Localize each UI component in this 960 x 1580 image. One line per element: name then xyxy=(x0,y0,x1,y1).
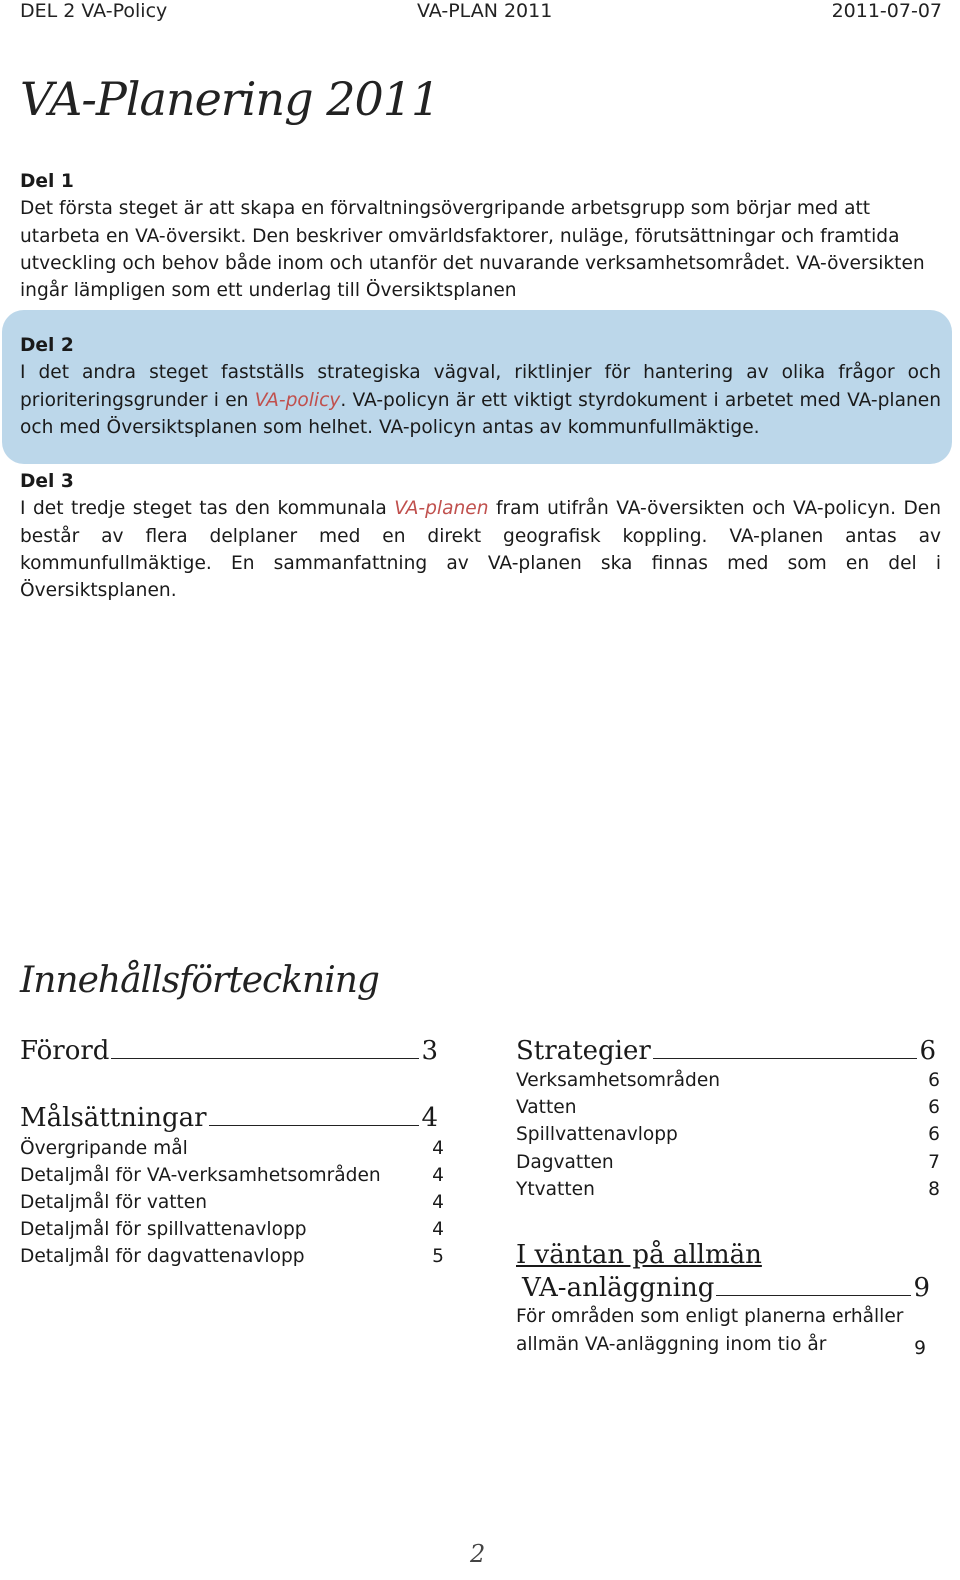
toc-label: Detaljmål för spillvattenavlopp xyxy=(20,1219,307,1240)
toc-leader xyxy=(111,1040,419,1059)
header-left: DEL 2 VA-Policy xyxy=(20,0,168,22)
toc-subentry[interactable] xyxy=(20,1219,444,1240)
toc-label: Detaljmål för dagvattenavlopp xyxy=(20,1246,305,1267)
toc-label: Vatten xyxy=(516,1097,577,1118)
section-del3 xyxy=(20,468,941,604)
toc-entry-vantan-line1[interactable] xyxy=(516,1240,936,1270)
toc-page: 6 xyxy=(919,1036,936,1066)
toc-page: 8 xyxy=(928,1179,940,1200)
section-del1 xyxy=(20,168,941,304)
toc-subentry[interactable] xyxy=(516,1334,926,1359)
toc-entry-vantan-line2[interactable] xyxy=(516,1273,930,1303)
text-part: I det andra steget fastställs strategiska vägval, riktlinjer för hantering av olika frågor och prioriteringsgrunder i en xyxy=(20,362,941,411)
section-text xyxy=(20,359,941,441)
toc-entry-forord[interactable] xyxy=(20,1036,438,1066)
toc-page: 4 xyxy=(432,1165,444,1186)
toc-page: 6 xyxy=(928,1070,940,1091)
text-part: fram utifrån VA-översikten och VA-policyn. Den består av flera delplaner med en direkt geografisk koppling. VA-planen antas av kommunfullmäktige. En sammanfattning av VA-planen ska finnas med som en del i Översiktsplanen. xyxy=(20,498,942,602)
toc-leader xyxy=(653,1040,918,1059)
toc-entry-strategier[interactable] xyxy=(516,1036,936,1066)
toc-page: 4 xyxy=(432,1138,444,1159)
toc-page: 9 xyxy=(914,1338,926,1359)
section-del2 xyxy=(20,332,941,441)
header-center: VA-PLAN 2011 xyxy=(417,0,553,22)
text-part: I det tredje steget tas den kommunala xyxy=(20,498,395,520)
toc-label: Målsättningar xyxy=(20,1103,207,1133)
va-policy-link[interactable]: VA-policy xyxy=(254,389,341,411)
toc-page: 4 xyxy=(421,1103,438,1133)
toc-subentry[interactable] xyxy=(20,1165,444,1186)
toc-page: 9 xyxy=(913,1273,930,1303)
toc-title: Innehållsförteckning xyxy=(20,960,379,1001)
toc-subentry[interactable] xyxy=(20,1192,444,1213)
section-text xyxy=(20,495,941,604)
toc-label: Förord xyxy=(20,1036,110,1066)
toc-page: 6 xyxy=(928,1097,940,1118)
toc-entry-malsattningar[interactable] xyxy=(20,1103,438,1133)
section-text: Det första steget är att skapa en förvaltningsövergripande arbetsgrupp som börjar med att utarbeta en VA-översikt. Den beskriver omvärldsfaktorer, nuläge, förutsättningar och framtida utveckling och behov både inom och utanför det nuvarande verksamhetsområdet. VA-översikten ingår lämpligen som ett underlag till Översiktsplanen xyxy=(20,198,925,302)
va-planen-link[interactable]: VA-planen xyxy=(394,498,489,520)
toc-label: Spillvattenavlopp xyxy=(516,1124,678,1145)
toc-label: Verksamhetsområden xyxy=(516,1070,721,1091)
toc-subentry[interactable] xyxy=(516,1152,940,1173)
page-title: VA-Planering 2011 xyxy=(20,72,440,126)
toc-subentry[interactable] xyxy=(516,1097,940,1118)
toc-page: 6 xyxy=(928,1124,940,1145)
section-heading: Del 2 xyxy=(20,335,74,356)
toc-page: 7 xyxy=(928,1152,940,1173)
toc-leader xyxy=(716,1277,911,1296)
toc-label: Detaljmål för vatten xyxy=(20,1192,208,1213)
toc-label: Dagvatten xyxy=(516,1152,614,1173)
toc-label: Detaljmål för VA-verksamhetsområden xyxy=(20,1165,381,1186)
toc-page: 4 xyxy=(432,1192,444,1213)
toc-subentry[interactable] xyxy=(516,1070,940,1091)
toc-label: VA-anläggning xyxy=(522,1273,715,1303)
toc-page: 4 xyxy=(432,1219,444,1240)
toc-label: Övergripande mål xyxy=(20,1138,188,1159)
section-heading: Del 1 xyxy=(20,171,74,192)
text-part: . VA-policyn är ett viktigt styrdokument i arbetet med VA-planen och med Översiktsplanen som helhet. VA-policyn antas av kommunfullmäktige. xyxy=(20,389,941,438)
header-right: 2011-07-07 xyxy=(831,0,942,22)
toc-subentry-line1[interactable] xyxy=(516,1306,940,1327)
toc-label: allmän VA-anläggning inom tio år xyxy=(516,1334,827,1355)
toc-leader xyxy=(209,1107,420,1126)
toc-subentry[interactable] xyxy=(20,1246,444,1267)
toc-label: Strategier xyxy=(516,1036,651,1066)
toc-label: Ytvatten xyxy=(516,1179,595,1200)
toc-subentry[interactable] xyxy=(20,1138,444,1159)
toc-page: 3 xyxy=(421,1036,438,1066)
toc-subentry[interactable] xyxy=(516,1124,940,1145)
toc-subentry[interactable] xyxy=(516,1179,940,1200)
toc-label: I väntan på allmän xyxy=(516,1240,762,1270)
toc-label: För områden som enligt planerna erhåller xyxy=(516,1306,904,1327)
page-number: 2 xyxy=(470,1540,486,1568)
section-heading: Del 3 xyxy=(20,471,74,492)
toc-page: 5 xyxy=(432,1246,444,1267)
